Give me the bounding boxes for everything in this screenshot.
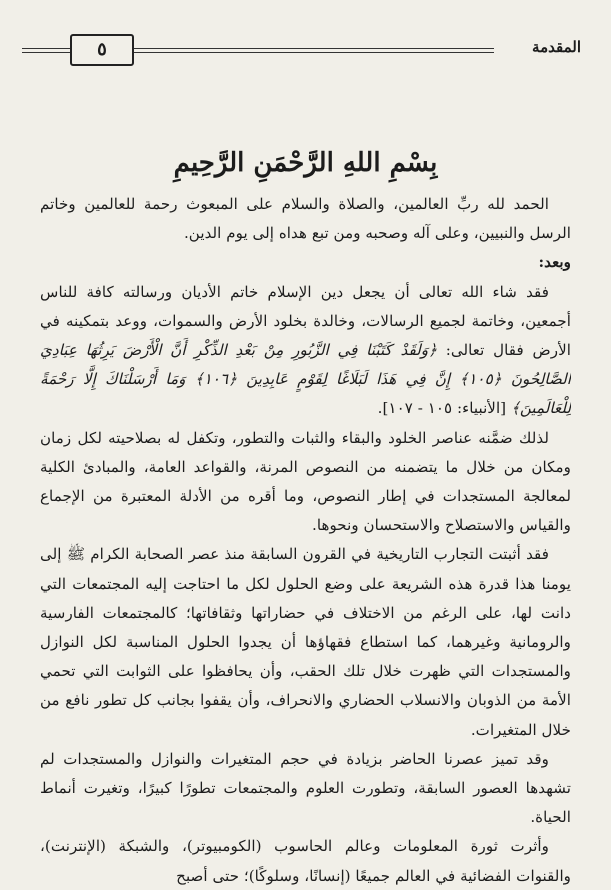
paragraph-wa-baad: وبعد:	[538, 253, 571, 272]
paragraph-history: فقد أثبتت التجارب التاريخية في القرون السابقة منذ عصر الصحابة الكرام ﷺ إلى يومنا هذا قدرة هذه الشريعة على وضع الحلول لكل ما احتاجت إليه المجتمعات التي دانت لها، على الرغم من الاختلاف في حضاراتها وثقافاتها؛ كالمجتمعات الفارسية والرومانية وغيرهما، كما استطاع فقهاؤها أن يجدوا الحلول المناسبة لكل النوازل والمستجدات التي ظهرت خلال تلك الحقب، وأن يحافظوا على الثوابت التي تحمي الأمة من الذوبان والانسلاب الحضاري والانحراف، وأن يقفوا بجانب كل تطور نافع من خلال المتغيرات.	[40, 545, 571, 739]
paragraph-revelation-intro: فقد شاء الله تعالى أن يجعل دين الإسلام خاتم الأديان ورسالته كافة للناس أجمعين، وخاتمة لجميع الرسالات، وخالدة بخلود الأرض والسموات، ووعد بتمكينه في الأرض فقال تعالى:	[40, 282, 571, 360]
header-rule-left	[22, 48, 70, 53]
paragraph-eternity: لذلك ضمَّنه عناصر الخلود والبقاء والثبات والتطور، وتكفل له بصلاحيته لكل زمان ومكان من خلال ما يتضمنه من النصوص المرنة، والقواعد العامة، والمبادئ الكلية لمعالجة المستجدات في إطار النصوص، وما أقره من الأدلة المعتبرة من الإجماع والقياس والاستصلاح والاستحسان ونحوها.	[40, 428, 571, 535]
basmala-calligraphy: بِسْمِ اللهِ الرَّحْمَنِ الرَّحِيمِ	[173, 148, 438, 178]
paragraph-modern-era: وقد تميز عصرنا الحاضر بزيادة في حجم المتغيرات والنوازل والمستجدات لم تشهدها العصور السابقة، وتطورت العلوم والمجتمعات تطورًا كبيرًا، وتغيرت أنماط الحياة.	[40, 749, 571, 827]
header-rule-middle	[134, 48, 494, 53]
paragraph-revelation	[40, 278, 571, 424]
page-header	[22, 28, 589, 70]
body-text	[40, 190, 571, 885]
chapter-title: المقدمة	[532, 38, 581, 56]
page-number: ٥	[70, 34, 134, 66]
quran-citation: [الأنبياء: ١٠٥ - ١٠٧].	[377, 399, 507, 418]
paragraph-opening: الحمد لله ربِّ العالمين، والصلاة والسلام على المبعوث رحمة للعالمين وخاتم الرسل والنبيين، وعلى آله وصحبه ومن تبع هداه إلى يوم الدين.	[40, 195, 571, 243]
paragraph-information-revolution: وأثرت ثورة المعلومات وعالم الحاسوب (الكومبيوتر)، والشبكة (الإنترنت)، والقنوات الفضائية في العالم جميعًا (إنسانًا، وسلوكًا)؛ حتى أصبح	[40, 837, 571, 885]
quran-verse: ﴿وَلَقَدْ كَتَبْنَا فِي الزَّبُورِ مِنْ بَعْدِ الذِّكْرِ أَنَّ الْأَرْضَ يَرِثُهَا عِبَادِيَ الصَّالِحُونَ ﴿١٠٥﴾ إِنَّ فِي هَذَا لَبَلَاغًا لِقَوْمٍ عَابِدِينَ ﴿١٠٦﴾ وَمَا أَرْسَلْنَاكَ إِلَّا رَحْمَةً لِلْعَالَمِينَ﴾	[40, 341, 571, 418]
